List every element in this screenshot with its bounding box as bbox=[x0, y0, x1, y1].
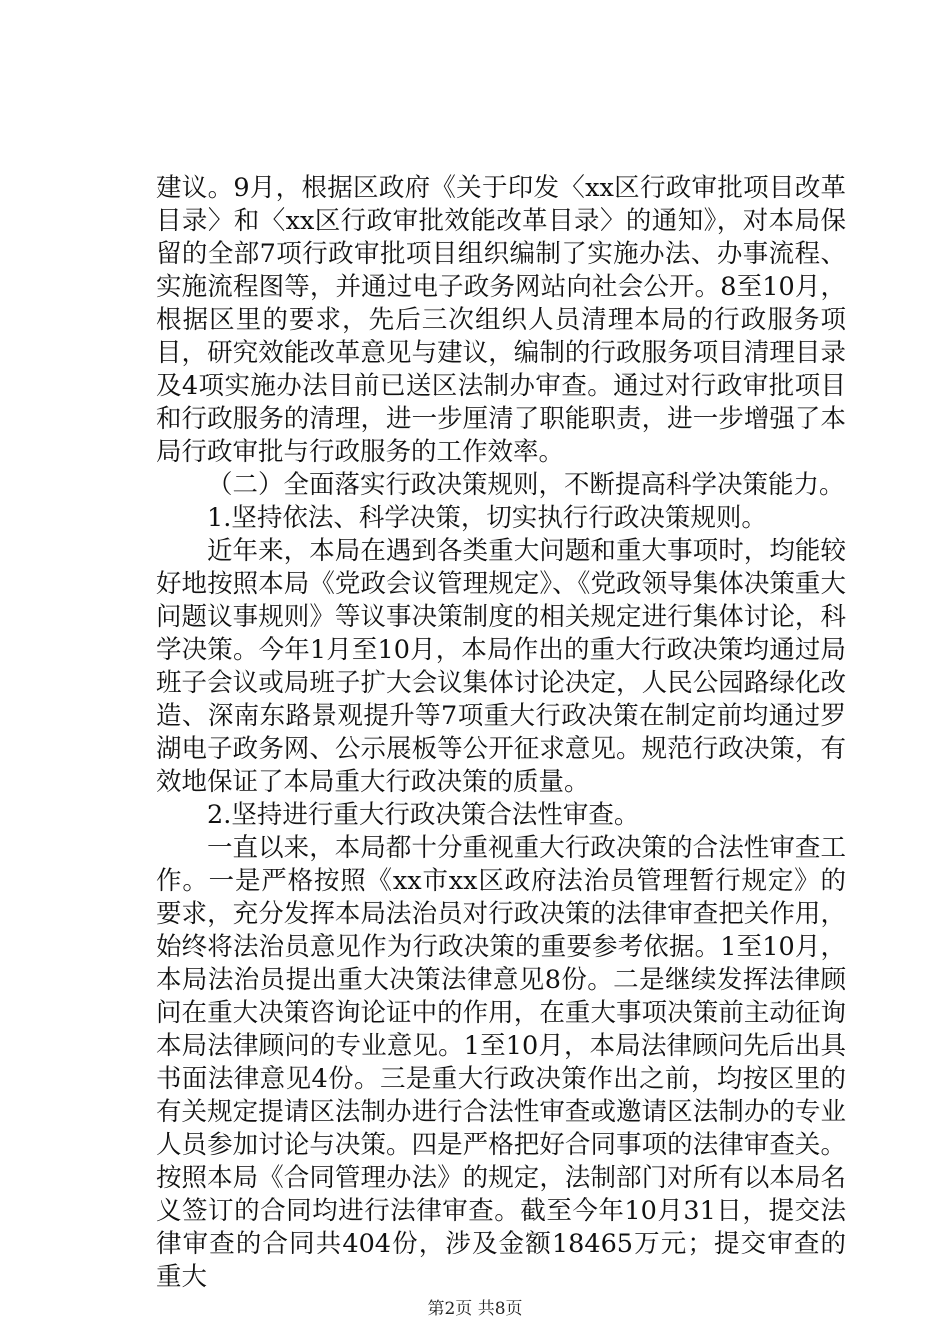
subheading-legality-review: 2.坚持进行重大行政决策合法性审查。 bbox=[207, 800, 640, 830]
section-heading-decision-rules: （二）全面落实行政决策规则，不断提高科学决策能力。 bbox=[207, 470, 845, 500]
paragraph-approval-reform: 建议。9月，根据区政府《关于印发〈xx区行政审批项目改革目录〉和〈xx区行政审批效能改革目录〉的通知》，对本局保留的全部7项行政审批项目组织编制了实施办法、办事流程、实施流程图等，并通过电子政务网站向社会公开。8至10月，根据区里的要求，先后三次组织人员清理本局的行政服务项目，研究效能改革意见与建议，编制的行政服务项目清理目录及4项实施办法目前已送区法制办审查。通过对行政审批项目和行政服务的清理，进一步厘清了职能职责，进一步增强了本局行政审批与行政服务的工作效率。 bbox=[156, 173, 846, 467]
paragraph-collective-decision: 近年来，本局在遇到各类重大问题和重大事项时，均能较好地按照本局《党政会议管理规定》、《党政领导集体决策重大问题议事规则》等议事决策制度的相关规定进行集体讨论，科学决策。今年1月至10月，本局作出的重大行政决策均通过局班子会议或局班子扩大会议集体讨论决定，人民公园路绿化改造、深南东路景观提升等7项重大行政决策在制定前均通过罗湖电子政务网、公示展板等公开征求意见。规范行政决策，有效地保证了本局重大行政决策的质量。 bbox=[156, 536, 846, 797]
subheading-lawful-decision: 1.坚持依法、科学决策，切实执行行政决策规则。 bbox=[207, 503, 767, 533]
paragraph-legality-review: 一直以来，本局都十分重视重大行政决策的合法性审查工作。一是严格按照《xx市xx区政府法治员管理暂行规定》的要求，充分发挥本局法治员对行政决策的法律审查把关作用，始终将法治员意见作为行政决策的重要参考依据。1至10月，本局法治员提出重大决策法律意见8份。二是继续发挥法律顾问在重大决策咨询论证中的作用，在重大事项决策前主动征询本局法律顾问的专业意见。1至10月，本局法律顾问先后出具书面法律意见4份。三是重大行政决策作出之前，均按区里的有关规定提请区法制办进行合法性审查或邀请区法制办的专业人员参加讨论与决策。四是严格把好合同事项的法律审查关。按照本局《合同管理办法》的规定，法制部门对所有以本局名义签订的合同均进行法律审查。截至今年10月31日，提交法律审查的合同共404份，涉及金额18465万元；提交审查的重大 bbox=[156, 833, 846, 1292]
document-body bbox=[156, 172, 846, 1294]
page-number-footer: 第2页 共8页 bbox=[427, 1299, 523, 1319]
